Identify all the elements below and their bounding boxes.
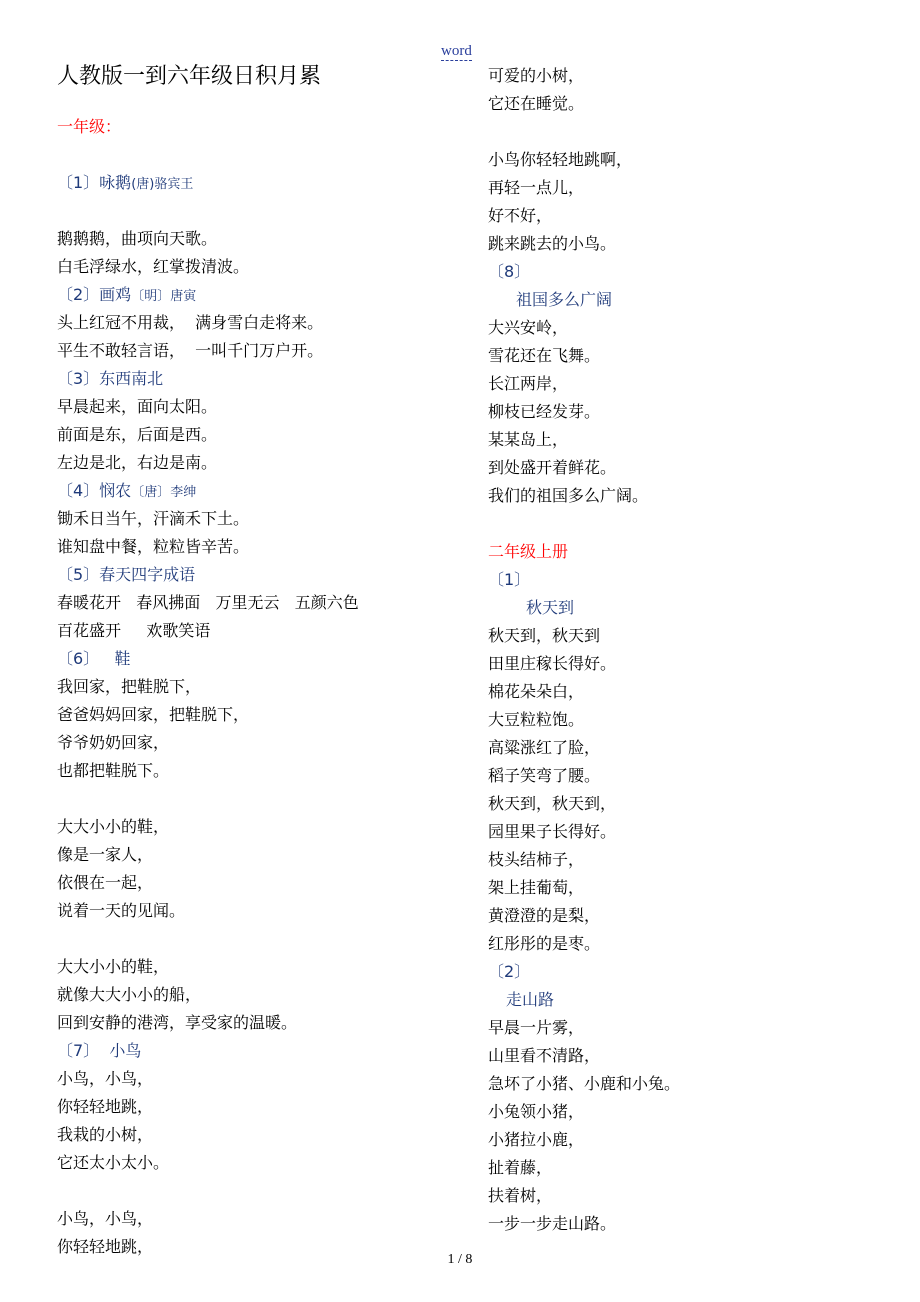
g2-poem-1 bbox=[488, 622, 888, 958]
text-line: 依偎在一起， bbox=[57, 873, 154, 892]
idioms-list bbox=[57, 589, 437, 645]
text-line: 白毛浮绿水，红掌拨清波。 bbox=[57, 257, 250, 276]
text-line: 小鸟，小鸟， bbox=[57, 1069, 154, 1088]
text-line: 鹅鹅鹅，曲项向天歌。 bbox=[57, 229, 218, 248]
text-line: 急坏了小猪、小鹿和小兔。 bbox=[488, 1074, 681, 1093]
text-line: 到处盛开着鲜花。 bbox=[488, 458, 617, 477]
grade-heading-1: 一年级： bbox=[57, 117, 122, 136]
g2-section-1-title: 秋天到 bbox=[526, 598, 575, 617]
section-heading-2: 〔2〕画鸡〔明〕唐寅 bbox=[57, 285, 197, 304]
poem-7-part-4 bbox=[488, 146, 888, 258]
text-line: 大兴安岭， bbox=[488, 318, 569, 337]
text-line: 黄澄澄的是梨， bbox=[488, 906, 601, 925]
poem-6-part-1 bbox=[57, 673, 437, 785]
text-line: 爷爷奶奶回家， bbox=[57, 733, 170, 752]
section-heading-4: 〔4〕悯农〔唐〕李绅 bbox=[57, 481, 197, 500]
text-line: 像是一家人， bbox=[57, 845, 154, 864]
text-line: 就像大大小小的船， bbox=[57, 985, 202, 1004]
text-line: 我们的祖国多么广阔。 bbox=[488, 486, 649, 505]
text-line: 可爱的小树， bbox=[488, 66, 585, 85]
text-line: 秋天到，秋天到， bbox=[488, 794, 617, 813]
poem-3 bbox=[57, 393, 437, 477]
text-line: 秋天到，秋天到 bbox=[488, 626, 601, 645]
text-line: 我回家，把鞋脱下， bbox=[57, 677, 202, 696]
text-line: 它还太小太小。 bbox=[57, 1153, 170, 1172]
text-line: 大大小小的鞋， bbox=[57, 817, 170, 836]
text-line: 小兔领小猪， bbox=[488, 1102, 585, 1121]
poem-1 bbox=[57, 225, 437, 281]
right-column bbox=[488, 62, 888, 1238]
g2-section-2-number: 〔2〕 bbox=[488, 962, 531, 981]
text-line: 长江两岸， bbox=[488, 374, 569, 393]
text-line: 左边是北，右边是南。 bbox=[57, 453, 218, 472]
text-line: 大大小小的鞋， bbox=[57, 957, 170, 976]
text-line: 高粱涨红了脸， bbox=[488, 738, 601, 757]
g2-poem-2 bbox=[488, 1014, 888, 1238]
page-title: 人教版一到六年级日积月累 bbox=[57, 64, 322, 89]
text-line: 小鸟你轻轻地跳啊， bbox=[488, 150, 633, 169]
page-number: 1 / 8 bbox=[447, 1252, 473, 1267]
text-line: 雪花还在飞舞。 bbox=[488, 346, 601, 365]
text-line: 好不好， bbox=[488, 206, 553, 225]
text-line: 锄禾日当午，汗滴禾下土。 bbox=[57, 509, 250, 528]
text-line: 也都把鞋脱下。 bbox=[57, 761, 170, 780]
text-line: 爸爸妈妈回家，把鞋脱下， bbox=[57, 705, 250, 724]
poem-7-part-1 bbox=[57, 1065, 437, 1177]
text-line: 扶着树， bbox=[488, 1186, 553, 1205]
text-line: 稻子笑弯了腰。 bbox=[488, 766, 601, 785]
text-line: 它还在睡觉。 bbox=[488, 94, 585, 113]
text-line: 再轻一点儿， bbox=[488, 178, 585, 197]
poem-2 bbox=[57, 309, 437, 365]
section-heading-5: 〔5〕春天四字成语 bbox=[57, 565, 196, 584]
text-line: 你轻轻地跳， bbox=[57, 1097, 154, 1116]
text-line: 小猪拉小鹿， bbox=[488, 1130, 585, 1149]
text-line: 平生不敢轻言语， 一叫千门万户开。 bbox=[57, 341, 324, 360]
text-line: 山里看不清路， bbox=[488, 1046, 601, 1065]
section-heading-8-title: 祖国多么广阔 bbox=[516, 290, 613, 309]
section-heading-1: 〔1〕咏鹅(唐)骆宾王 bbox=[57, 173, 194, 192]
text-line: 头上红冠不用裁， 满身雪白走将来。 bbox=[57, 313, 324, 332]
section-heading-6: 〔6〕 鞋 bbox=[57, 649, 131, 668]
poem-6-part-3 bbox=[57, 953, 437, 1037]
text-line: 跳来跳去的小鸟。 bbox=[488, 234, 617, 253]
poem-7-part-3 bbox=[488, 62, 888, 118]
text-line: 我栽的小树， bbox=[57, 1125, 154, 1144]
text-line: 枝头结柿子， bbox=[488, 850, 585, 869]
text-line: 架上挂葡萄， bbox=[488, 878, 585, 897]
poem-6-part-2 bbox=[57, 813, 437, 925]
text-line: 某某岛上， bbox=[488, 430, 569, 449]
g2-section-1-number: 〔1〕 bbox=[488, 570, 531, 589]
text-line: 春暖花开 春风拂面 万里无云 五颜六色 bbox=[57, 593, 359, 612]
header-word-link[interactable]: word bbox=[441, 43, 472, 59]
grade-heading-2: 二年级上册 bbox=[488, 542, 569, 561]
text-line: 田里庄稼长得好。 bbox=[488, 654, 617, 673]
text-line: 百花盛开 欢歌笑语 bbox=[57, 621, 211, 640]
text-line: 红彤彤的是枣。 bbox=[488, 934, 601, 953]
text-line: 你轻轻地跳， bbox=[57, 1237, 154, 1256]
text-line: 棉花朵朵白， bbox=[488, 682, 585, 701]
text-line: 前面是东，后面是西。 bbox=[57, 425, 218, 444]
text-line: 柳枝已经发芽。 bbox=[488, 402, 601, 421]
text-line: 早晨一片雾， bbox=[488, 1018, 585, 1037]
text-line: 说着一天的见闻。 bbox=[57, 901, 186, 920]
text-line: 早晨起来，面向太阳。 bbox=[57, 397, 218, 416]
section-heading-3: 〔3〕东西南北 bbox=[57, 369, 164, 388]
text-line: 回到安静的港湾，享受家的温暖。 bbox=[57, 1013, 298, 1032]
text-line: 一步一步走山路。 bbox=[488, 1214, 617, 1233]
text-line: 小鸟，小鸟， bbox=[57, 1209, 154, 1228]
g2-section-2-title: 走山路 bbox=[506, 990, 555, 1009]
section-heading-7: 〔7〕 小鸟 bbox=[57, 1041, 142, 1060]
text-line: 园里果子长得好。 bbox=[488, 822, 617, 841]
poem-4 bbox=[57, 505, 437, 561]
text-line: 谁知盘中餐，粒粒皆辛苦。 bbox=[57, 537, 250, 556]
left-column bbox=[57, 113, 437, 1261]
text-line: 扯着藤， bbox=[488, 1158, 553, 1177]
section-heading-8-number: 〔8〕 bbox=[488, 262, 531, 281]
poem-8 bbox=[488, 314, 888, 510]
text-line: 大豆粒粒饱。 bbox=[488, 710, 585, 729]
